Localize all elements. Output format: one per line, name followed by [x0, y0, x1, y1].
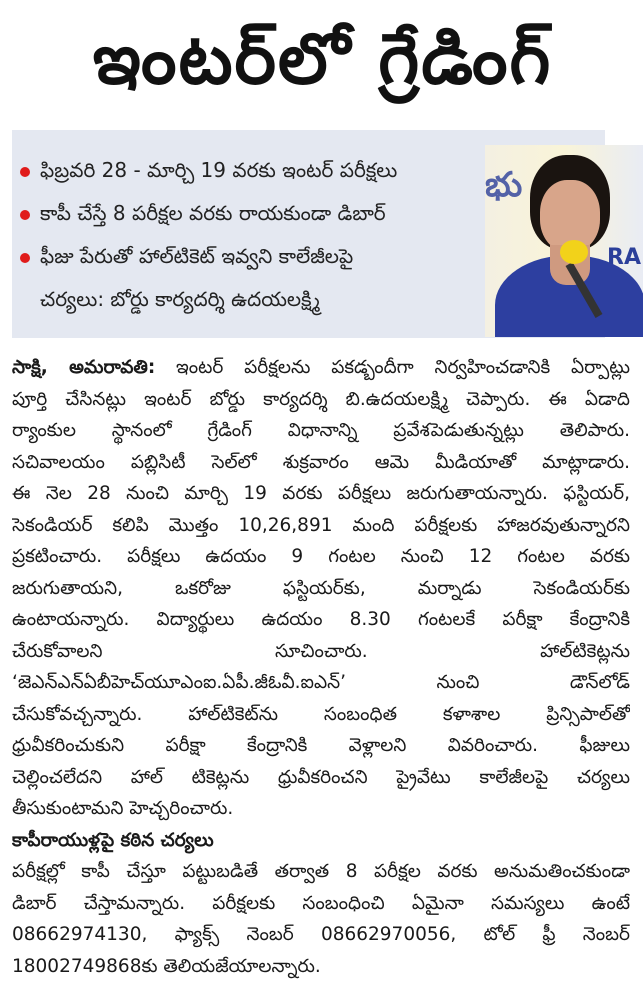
highlight-text: కాపీ చేస్తే 8 పరీక్షల వరకు రాయకుండా డిబార్ [40, 201, 386, 225]
microphone-icon [560, 240, 588, 264]
highlight-text: ఫీజు పేరుతో హాల్‌టికెట్ ఇవ్వని కాలేజీలపై [40, 244, 354, 268]
article-line: చేసుకోవచ్చన్నారు. హాల్‌టికెట్‌ను సంబంధిత కళాశాల ప్రిన్సిపాల్‌తో [12, 703, 630, 725]
highlight-item [20, 241, 353, 271]
article-line: సచివాలయం పబ్లిసిటీ సెల్‌లో శుక్రవారం ఆమె మీడియాతో మాట్లాడారు. [12, 451, 630, 473]
article-line: జరుగుతాయని, ఒకరోజు ఫస్టియర్‌కు, మర్నాడు సెకండియర్‌కు [12, 577, 630, 599]
article-line: ప్రకటించారు. పరీక్షలు ఉదయం 9 గంటల నుంచి 12 గంటల వరకు [12, 546, 630, 567]
article-line [12, 352, 630, 384]
article-line: పరీక్షల్లో కాపీ చేస్తూ పట్టుబడితే తర్వాత 8 పరీక్షల వరకు అనుమతించకుండా [12, 861, 630, 882]
highlight-item [20, 198, 386, 228]
article-line: 18002749868కు తెలియజేయాలన్నారు. [12, 955, 321, 977]
bullet-icon [20, 210, 30, 220]
article-line: సెకండియర్ కలిపి మొత్తం 10,26,891 మంది పరీక్షలకు హాజరవుతున్నారని [12, 514, 630, 536]
banner-text: భు [485, 165, 523, 205]
article-line: ఉంటాయన్నారు. విద్యార్థులు ఉదయం 8.30 గంటలకే పరీక్షా కేంద్రానికి [12, 609, 630, 630]
article-line: ధ్రువీకరించుకుని పరీక్షా కేంద్రానికి వెళ్లాలని వివరించారు. ఫీజులు [12, 735, 630, 756]
subheading: కాపీరాయుళ్లపై కఠిన చర్యలు [12, 829, 214, 851]
article-body [12, 352, 630, 982]
bullet-icon [20, 253, 30, 263]
article-line: ర్యాంకుల స్థానంలో గ్రేడింగ్ విధానాన్ని ప్రవేశపెడుతున్నట్లు తెలిపారు. [12, 420, 630, 441]
dateline: సాక్షి, అమరావతి: [12, 357, 156, 378]
highlight-item-continued [40, 284, 320, 314]
article-line: చెల్లించలేదని హాల్ టికెట్లను ధ్రువీకరించని ప్రైవేటు కాలేజీలపై చర్యలు [12, 766, 630, 788]
highlight-text: ఫిబ్రవరి 28 - మార్చి 19 వరకు ఇంటర్ పరీక్షలు [40, 158, 398, 182]
highlight-text: చర్యలు: బోర్డు కార్యదర్శి ఉదయలక్ష్మి [40, 287, 320, 311]
article-line: తీసుకుంటామని హెచ్చరించారు. [12, 798, 234, 819]
article-line: పూర్తి చేసినట్లు ఇంటర్ బోర్డు కార్యదర్శి బి.ఉదయలక్ష్మి చెప్పారు. ఈ ఏడాది [12, 388, 630, 410]
headline: ఇంటర్‌లో గ్రేడింగ్ [92, 18, 553, 100]
banner-text: RA [607, 245, 641, 270]
article-line: డిబార్ చేస్తామన్నారు. పరీక్షలకు సంబంధించి ఏమైనా సమస్యలు ఉంటే [12, 892, 630, 914]
article-line: చేరుకోవాలని సూచించారు. హాల్‌టికెట్లను [12, 640, 630, 662]
bullet-icon [20, 167, 30, 177]
article-line: ‘జెఎన్‌ఎన్‌ఏబీహెచ్‌యూఎంఐ.ఏపీ.జీఓవీ.ఐఎన్’ నుంచి డౌన్‌లోడ్ [12, 672, 630, 693]
highlight-item [20, 155, 397, 185]
official-photo [485, 145, 643, 337]
article-line: ఈ నెల 28 నుంచి మార్చి 19 వరకు పరీక్షలు జరుగుతాయన్నారు. ఫస్టియర్, [12, 483, 630, 504]
article-line: 08662974130, ఫ్యాక్స్ నెంబర్ 08662970056, టోల్ ఫ్రీ నెంబర్ [12, 924, 630, 945]
article-text: ఇంటర్ పరీక్షలను పకడ్బందీగా నిర్వహించడానికి ఏర్పాట్లు [155, 357, 630, 378]
